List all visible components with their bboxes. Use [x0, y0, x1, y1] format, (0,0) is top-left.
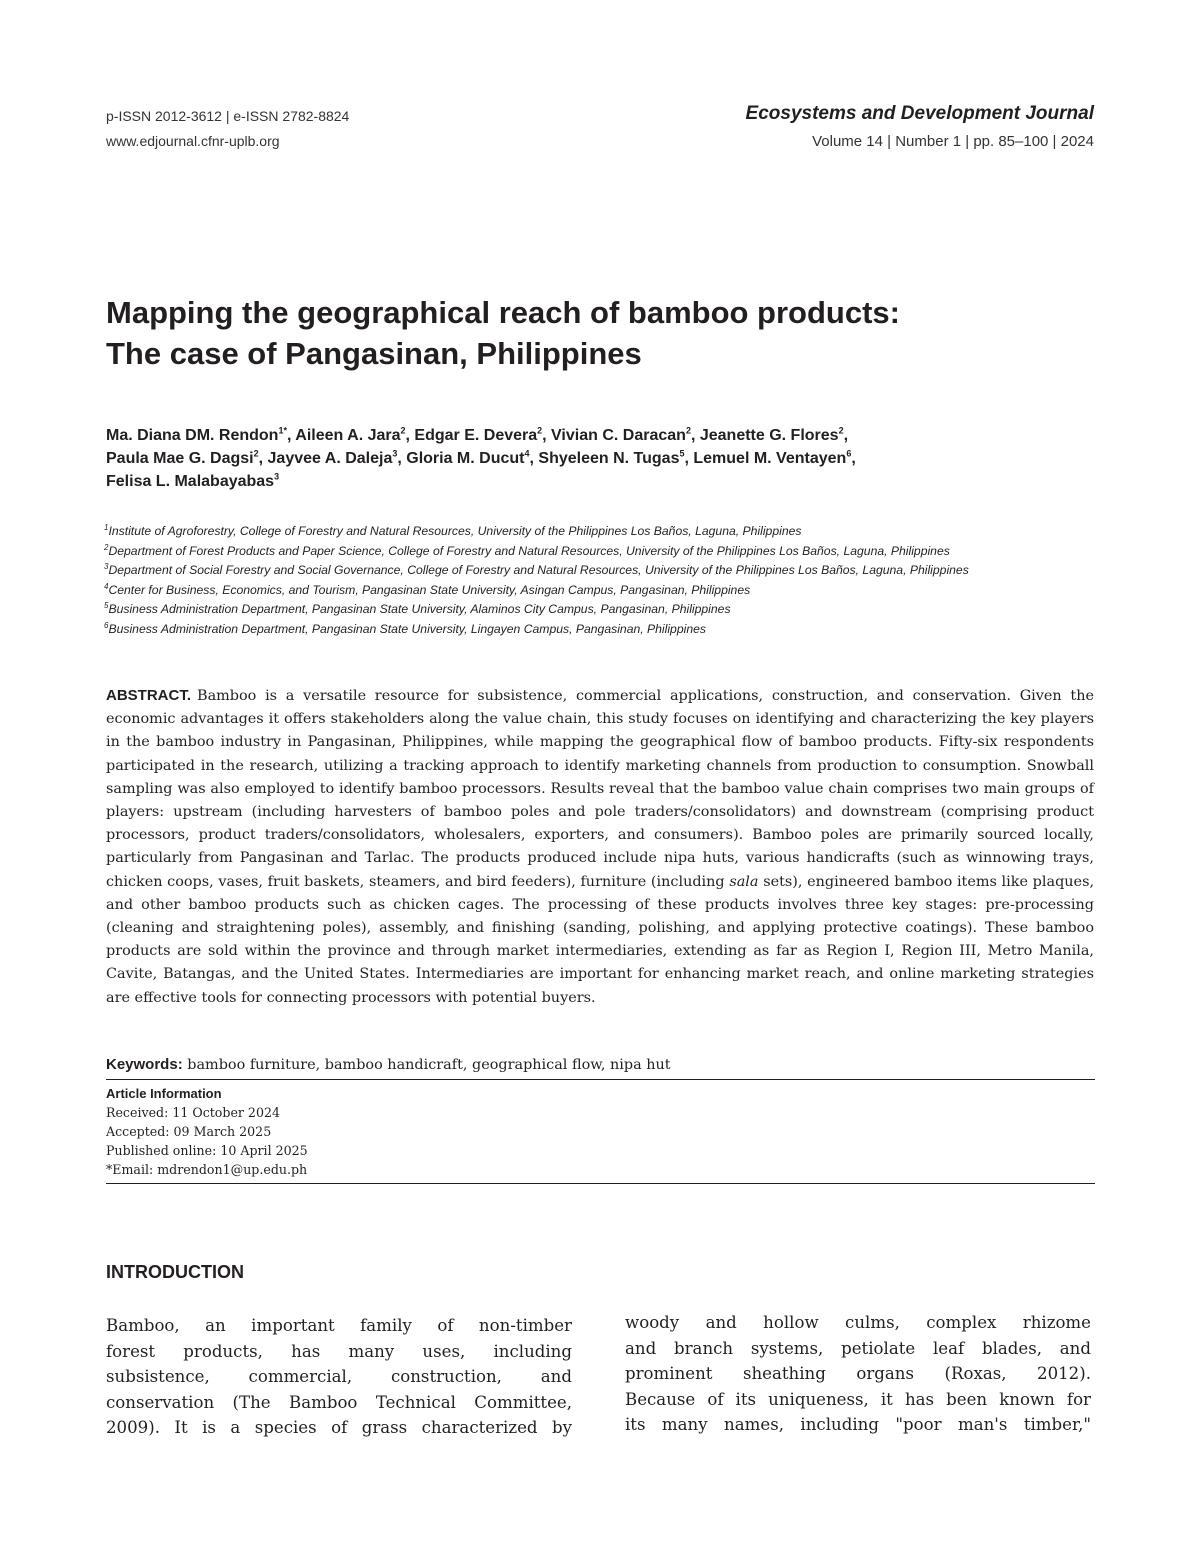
abstract-text-continued: sets), engineered bamboo items like plaques, and other bamboo products such as chicken cages. The processing of these products involves three key stages: pre-processing (cleaning and straightening poles), assembly, and finishing (sanding, polishing, and applying protective coatings). These bamboo products are sold within the province and through market intermediaries, extending as far as Region I, Region III, Metro Manila, Cavite, Batangas, and the United States. Intermediaries are important for enhancing market reach, and online marketing strategies are effective tools for connecting processors with potential buyers.: [106, 873, 1095, 1006]
abstract-label: ABSTRACT.: [106, 687, 191, 704]
text-line: prominent sheathing organs (Roxas, 2012).: [625, 1364, 1091, 1384]
abstract-text: Bamboo is a versatile resource for subsistence, commercial applications, construction, and conservation. Given the economic advantages it offers stakeholders along the value chain, this study focuses on identifying and characterizing the key players in the bamboo industry in Pangasinan, Philippines, while mapping the geographical flow of bamboo products. Fifty-six respondents participated in the research, utilizing a tracking approach to identify marketing channels from production to consumption. Snowball sampling was also employed to identify bamboo processors. Results reveal that the bamboo value chain comprises two main groups of players: upstream (including harvesters of bamboo poles and pole traders/consolidators) and downstream (comprising product processors, product traders/consolidators, wholesalers, exporters, and consumers). Bamboo poles are primarily sourced locally, particularly from Pangasinan and Tarlac. The products produced include nipa huts, various handicrafts (such as winnowing trays, chicken coops, vases, fruit baskets, steamers, and bird feeders), furniture (including: [106, 688, 1094, 890]
author: Jeanette G. Flores$^2$,: [699, 425, 849, 444]
author: Paula Mae G. Dagsi$^2$,: [106, 448, 268, 467]
text-line: 2009). It is a species of grass characterized by: [106, 1418, 572, 1438]
text-line: conservation (The Bamboo Technical Committee,: [106, 1392, 572, 1412]
journal-website[interactable]: www.edjournal.cfnr-uplb.org: [106, 133, 280, 149]
author: Felisa L. Malabayabas$^3$: [106, 471, 280, 490]
author: Gloria M. Ducut$^4$,: [406, 448, 539, 467]
article-information: [106, 1084, 308, 1179]
author: Vivian C. Daracan$^2$,: [551, 425, 700, 444]
author-list: [106, 424, 1096, 493]
keywords: [106, 1054, 1094, 1076]
journal-name: Ecosystems and Development Journal: [745, 103, 1094, 124]
paper-title: [106, 292, 1106, 374]
author: Lemuel M. Ventayen$^6$,: [693, 448, 856, 467]
published-date: Published online: 10 April 2025: [106, 1143, 308, 1158]
affiliation: $^2$Department of Forest Products and Paper Science, College of Forestry and Natural Resources, University of the Philippines Los Baños, Laguna, Philippines: [104, 542, 950, 558]
text-line: woody and hollow culms, complex rhizome: [625, 1313, 1091, 1332]
volume-line: Volume 14 | Number 1 | pp. 85–100 | 2024: [812, 133, 1094, 150]
title-line-1: Mapping the geographical reach of bamboo products:: [106, 295, 900, 330]
abstract: [106, 684, 1094, 1010]
text-line: Because of its uniqueness, it has been known for: [625, 1389, 1091, 1409]
affiliation-list: [104, 522, 1104, 640]
abstract-italic-term: sala: [729, 873, 759, 890]
affiliation: $^1$Institute of Agroforestry, College of Forestry and Natural Resources, University of the Philippines Los Baños, Laguna, Philippines: [104, 522, 802, 538]
author: Jayvee A. Daleja$^3$,: [267, 448, 407, 467]
author: Aileen A. Jara$^2$,: [295, 425, 415, 444]
corresponding-email[interactable]: *Email: mdrendon1@up.edu.ph: [106, 1162, 308, 1177]
title-line-2: The case of Pangasinan, Philippines: [106, 336, 642, 371]
article-info-title: Article Information: [106, 1086, 222, 1101]
intro-column-left: [106, 1313, 572, 1441]
text-line: forest products, has many uses, including: [106, 1341, 572, 1361]
text-line: and branch systems, petiolate leaf blades, and: [625, 1338, 1091, 1358]
keywords-label: Keywords:: [106, 1056, 183, 1073]
affiliation: $^3$Department of Social Forestry and Social Governance, College of Forestry and Natural Resources, University of the Philippines Los Baños, Laguna, Philippines: [104, 562, 969, 578]
received-date: Received: 11 October 2024: [106, 1105, 280, 1120]
intro-column-right: [625, 1310, 1091, 1438]
text-line: its many names, including "poor man's timber,": [625, 1415, 1091, 1435]
author: Ma. Diana DM. Rendon$^{1*}$,: [106, 425, 296, 444]
header-left: [106, 104, 349, 154]
keywords-text: bamboo furniture, bamboo handicraft, geographical flow, nipa hut: [187, 1057, 671, 1073]
text-line: subsistence, commercial, construction, and: [106, 1367, 572, 1387]
affiliation: $^4$Center for Business, Economics, and Tourism, Pangasinan State University, Asingan Campus, Pangasinan, Philippines: [104, 581, 751, 597]
divider-bottom: [106, 1183, 1095, 1184]
author: Shyeleen N. Tugas$^5$,: [538, 448, 694, 467]
header-right: [746, 100, 1094, 156]
author: Edgar E. Devera$^2$,: [414, 425, 552, 444]
introduction-heading: INTRODUCTION: [106, 1262, 244, 1282]
affiliation: $^6$Business Administration Department, Pangasinan State University, Lingayen Campus, Pangasinan, Philippines: [104, 620, 706, 636]
divider-top: [106, 1079, 1095, 1080]
affiliation: $^5$Business Administration Department, Pangasinan State University, Alaminos City Campus, Pangasinan, Philippines: [104, 601, 731, 617]
text-line: Bamboo, an important family of non-timber: [106, 1316, 572, 1335]
issn-line: p-ISSN 2012-3612 | e-ISSN 2782-8824: [106, 108, 350, 124]
accepted-date: Accepted: 09 March 2025: [106, 1124, 272, 1139]
